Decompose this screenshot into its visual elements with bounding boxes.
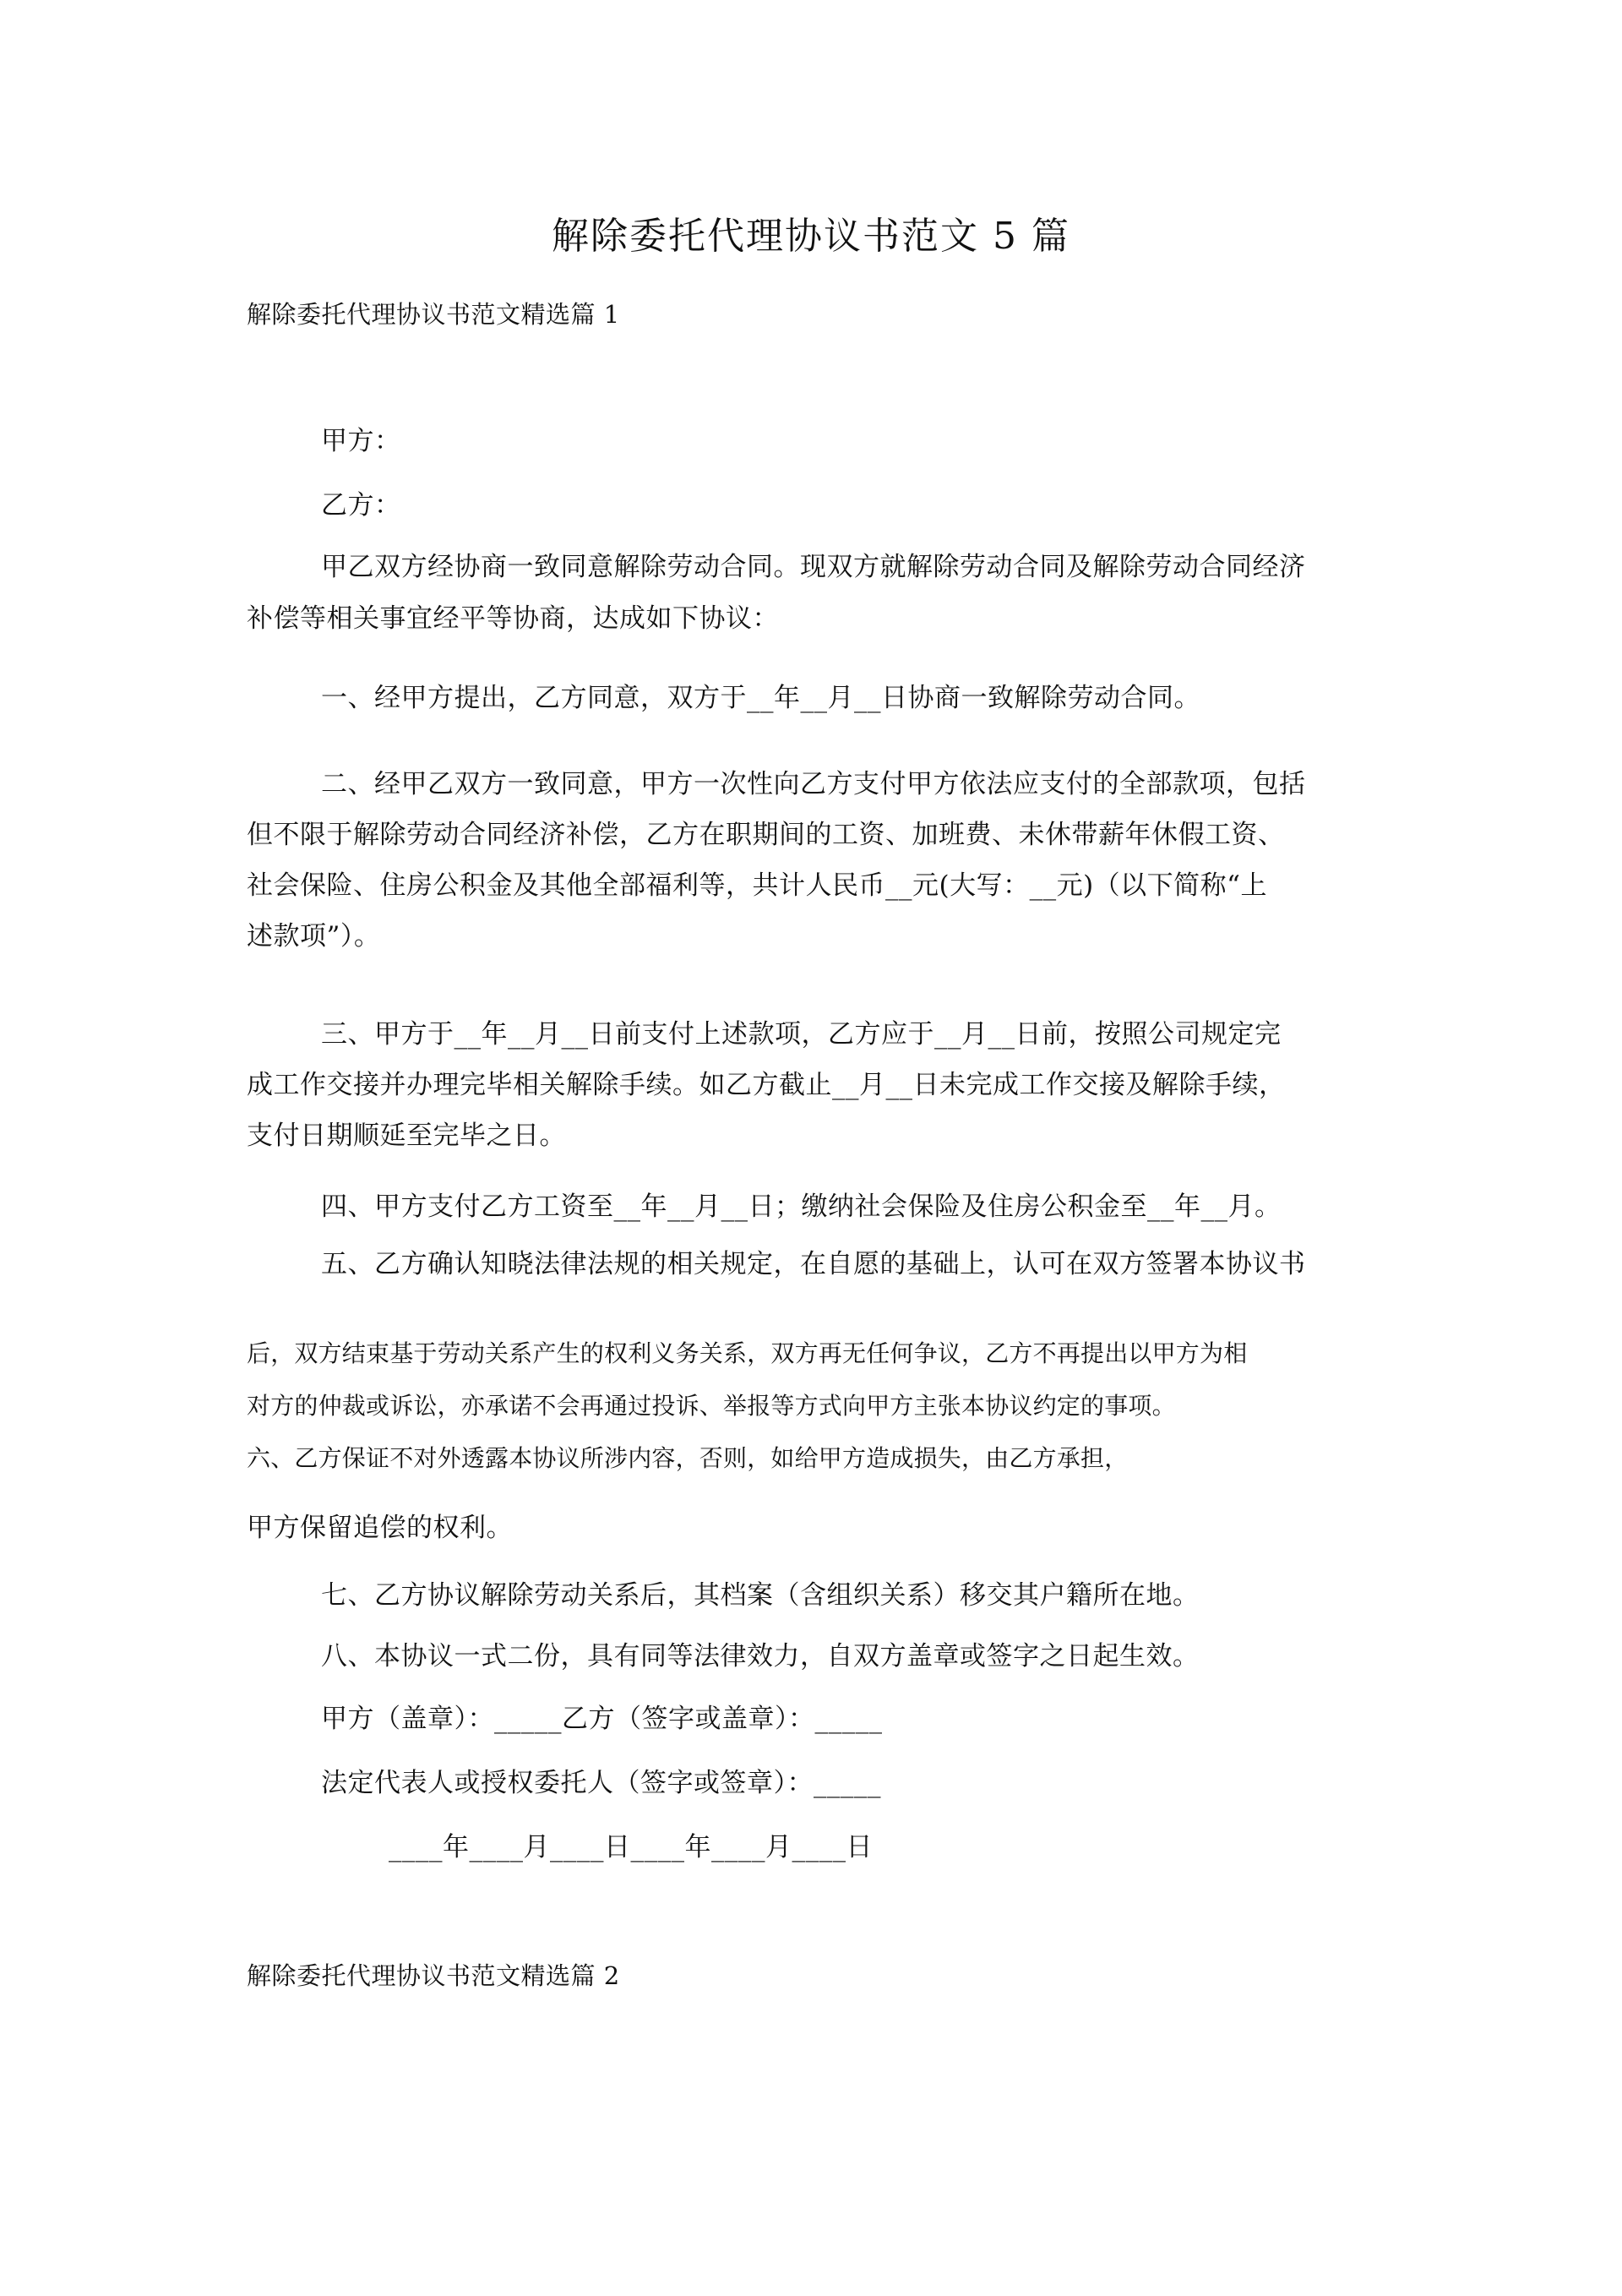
clause-2-line-2: 但不限于解除劳动合同经济补偿，乙方在职期间的工资、加班费、未休带薪年休假工资、 bbox=[247, 820, 1285, 850]
representative-line: 法定代表人或授权委托人（签字或签章）：_____ bbox=[321, 1768, 881, 1798]
section-heading-2: 解除委托代理协议书范文精选篇 2 bbox=[247, 1961, 620, 1990]
clause-3-line-1: 三、甲方于__年__月__日前支付上述款项，乙方应于__月__日前，按照公司规定完 bbox=[321, 1019, 1282, 1050]
party-a-label: 甲方： bbox=[321, 426, 401, 456]
clause-2-line-1: 二、经甲乙双方一致同意，甲方一次性向乙方支付甲方依法应支付的全部款项，包括 bbox=[321, 769, 1306, 799]
clause-8: 八、本协议一式二份，具有同等法律效力，自双方盖章或签字之日起生效。 bbox=[321, 1641, 1200, 1672]
clause-2-line-4: 述款项”）。 bbox=[247, 921, 381, 952]
clause-3-line-3: 支付日期顺延至完毕之日。 bbox=[247, 1121, 566, 1151]
section-heading-1: 解除委托代理协议书范文精选篇 1 bbox=[247, 300, 620, 329]
clause-6-line-2: 甲方保留追偿的权利。 bbox=[247, 1513, 513, 1543]
clause-6-line-1: 六、乙方保证不对外透露本协议所涉内容，否则，如给甲方造成损失，由乙方承担， bbox=[247, 1444, 1129, 1472]
clause-5-line-1: 五、乙方确认知晓法律法规的相关规定，在自愿的基础上，认可在双方签署本协议书 bbox=[321, 1249, 1306, 1279]
party-b-label: 乙方： bbox=[321, 490, 401, 521]
clause-5-line-3: 对方的仲裁或诉讼，亦承诺不会再通过投诉、举报等方式向甲方主张本协议约定的事项。 bbox=[247, 1392, 1176, 1420]
clause-4: 四、甲方支付乙方工资至__年__月__日；缴纳社会保险及住房公积金至__年__月。 bbox=[321, 1192, 1282, 1222]
intro-paragraph-line-1: 甲乙双方经协商一致同意解除劳动合同。现双方就解除劳动合同及解除劳动合同经济 bbox=[321, 552, 1306, 582]
clause-1: 一、经甲方提出，乙方同意，双方于__年__月__日协商一致解除劳动合同。 bbox=[321, 683, 1200, 713]
clause-5-line-2: 后，双方结束基于劳动关系产生的权利义务关系，双方再无任何争议，乙方不再提出以甲方为相 bbox=[247, 1339, 1248, 1367]
clause-2-line-3: 社会保险、住房公积金及其他全部福利等，共计人民币__元(大写：__元)（以下简称“上 bbox=[247, 870, 1268, 901]
clause-3-line-2: 成工作交接并办理完毕相关解除手续。如乙方截止__月__日未完成工作交接及解除手续， bbox=[247, 1070, 1286, 1100]
page-title: 解除委托代理协议书范文 5 篇 bbox=[552, 215, 1070, 258]
date-line: ____年____月____日____年____月____日 bbox=[389, 1832, 873, 1862]
clause-7: 七、乙方协议解除劳动关系后，其档案（含组织关系）移交其户籍所在地。 bbox=[321, 1580, 1200, 1611]
signature-line: 甲方（盖章）：_____乙方（签字或盖章）：_____ bbox=[321, 1704, 883, 1734]
intro-paragraph-line-2: 补偿等相关事宜经平等协商，达成如下协议： bbox=[247, 603, 779, 634]
